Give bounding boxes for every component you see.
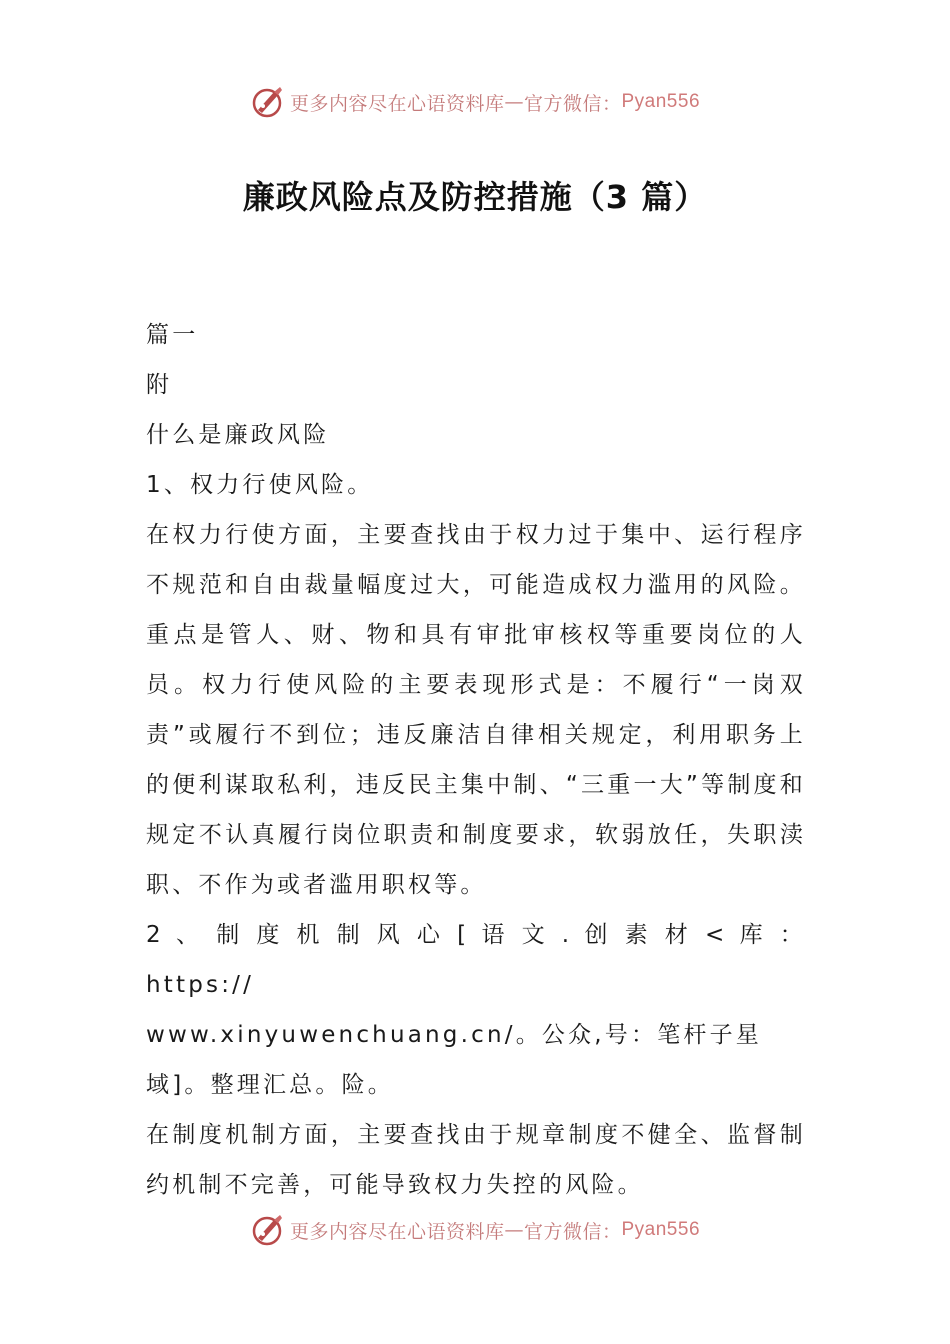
paragraph: 附: [146, 372, 173, 398]
list-item-heading: 2 、 制 度 机 制 风 心 [ 语 文 . 创 素 材 < 库 ： https://: [146, 922, 806, 998]
url-line: www.xinyuwenchuang.cn/。公众,号：笔杆子星域]。整理汇总。险。: [146, 1022, 763, 1098]
banner-separator: —: [504, 1219, 524, 1241]
banner-wechat-label: 官方微信：: [523, 92, 622, 115]
banner-text: 更多内容尽在心语资料库: [289, 92, 505, 115]
banner-text: 更多内容尽在心语资料库: [289, 1220, 505, 1243]
paragraph: 在制度机制方面，主要查找由于规章制度不健全、监督制约机制不完善，可能导致权力失控的风险。: [146, 1122, 806, 1198]
banner-separator: —: [504, 91, 524, 113]
pen-circle-icon: [250, 1212, 286, 1248]
document-title: 廉政风险点及防控措施（3 篇）: [242, 178, 708, 216]
banner-wechat-id: Pyan556: [621, 1219, 701, 1240]
footer-banner: [0, 1210, 950, 1250]
section-heading: 篇一: [146, 322, 199, 348]
list-item-heading: 1、权力行使风险。: [146, 472, 374, 498]
header-banner: [0, 82, 950, 122]
pen-circle-icon: [250, 84, 286, 120]
banner-wechat-id: Pyan556: [621, 91, 701, 112]
subheading: 什么是廉政风险: [146, 422, 330, 448]
paragraph: 在权力行使方面，主要查找由于权力过于集中、运行程序不规范和自由裁量幅度过大，可能造成权力滥用的风险。重点是管人、财、物和具有审批审核权等重要岗位的人员。权力行使风险的主要表现形式是：不履行“一岗双责”或履行不到位；违反廉洁自律相关规定，利用职务上的便利谋取私利，违反民主集中制、“三重一大”等制度和规定不认真履行岗位职责和制度要求，软弱放任，失职渎职、不作为或者滥用职权等。: [146, 522, 806, 898]
document-body: [146, 310, 806, 1210]
banner-wechat-label: 官方微信：: [523, 1220, 622, 1243]
